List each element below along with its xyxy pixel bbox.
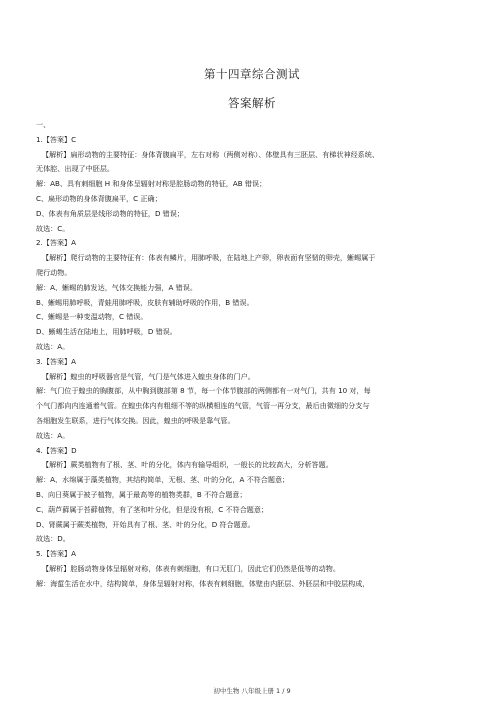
text-line: C、蜥蜴是一种变温动物，C 错误。 [36, 312, 148, 322]
text-line: 解：A、水绵属于藻类植物，其结构简单，无根、茎、叶的分化，A 不符合题意； [36, 475, 290, 485]
text-line: 解：AB、具有刺细胞 H 和身体呈辐射对称是腔肠动物的特征，AB 错误； [36, 179, 267, 189]
text-line: B、向日葵属于被子植物，属于最高等的植物类群，B 不符合题意； [36, 489, 247, 499]
text-line: D、体表有角质层是线形动物的特征，D 错误； [36, 208, 184, 218]
text-line: 解：A、蜥蜴的肺发达，气体交换能力强，A 错误。 [36, 282, 197, 292]
text-line: 4.【答案】D [36, 445, 77, 455]
text-line: 无体腔、出现了中胚层。 [36, 164, 115, 174]
text-line: 【解析】扁形动物的主要特征：身体背腹扁平，左右对称（两侧对称）、体壁具有三胚层、有梯状神经系统、 [42, 149, 379, 159]
text-line: 解：气门位于蝗虫的胸腹部，从中胸到腹部第 8 节，每一个体节腹部的两侧都有一对气门，共有 10 对，每 [36, 386, 371, 396]
text-line: 2.【答案】A [36, 238, 76, 248]
text-line: 3.【答案】A [36, 356, 76, 366]
text-line: D、蜥蜴生活在陆地上，用肺呼吸，D 错误。 [36, 327, 177, 337]
text-line: 【解析】爬行动物的主要特征有：体表有鳞片，用肺呼吸，在陆地上产卵，卵表面有坚韧的卵壳，蜥蜴属于 [42, 253, 376, 263]
text-line: 个气门都向内连通着气管。在蝗虫体内有粗细不等的纵横相连的气管，气管一再分支，最后由微细的分支与 [36, 401, 370, 411]
text-line: 故选：D。 [36, 534, 70, 544]
text-line: 故选：C。 [36, 223, 70, 233]
text-line: 一、 [36, 120, 51, 129]
text-line: 1.【答案】C [36, 134, 77, 144]
text-line: 【解析】腔肠动物身体呈辐射对称，体表有刺细胞，有口无肛门，因此它们仍然是低等的动物。 [42, 563, 340, 573]
text-line: 故选：A。 [36, 341, 70, 351]
answer-body [36, 118, 472, 592]
text-line: 各细胞发生联系，进行气体交换。因此，蝗虫的呼吸是靠气管。 [36, 415, 235, 425]
document-title: 第十四章综合测试 [204, 67, 300, 81]
text-line: 【解析】蝗虫的呼吸器官是气管，气门是气体进入蝗虫身体的门户。 [42, 371, 255, 381]
text-line: B、蜥蜴用肺呼吸，青蛙用肺呼吸，皮肤有辅助呼吸的作用，B 错误。 [36, 297, 254, 307]
page-footer: 初中生物 八年级上册 1 / 9 [213, 687, 291, 695]
text-line: C、葫芦藓属于苔藓植物，有了茎和叶分化，但是没有根，C 不符合题意； [36, 504, 269, 514]
document-subtitle: 答案解析 [228, 96, 276, 110]
text-line: 解：海蜇生活在水中，结构简单，身体呈辐射对称，体表有刺细胞，体壁由内胚层、外胚层和中胶层构成， [36, 578, 370, 588]
text-line: 【解析】蕨类植物有了根、茎、叶的分化，体内有输导组织，一般长的比较高大，分析答题。 [42, 460, 333, 470]
text-line: C、扁形动物的身体背腹扁平，C 正确； [36, 193, 162, 203]
text-line: 爬行动物。 [36, 267, 72, 277]
text-line: D、肾蕨属于蕨类植物，开始具有了根、茎、叶的分化，D 符合题意。 [36, 519, 255, 529]
text-line: 故选：A。 [36, 430, 70, 440]
text-line: 5.【答案】A [36, 549, 76, 559]
